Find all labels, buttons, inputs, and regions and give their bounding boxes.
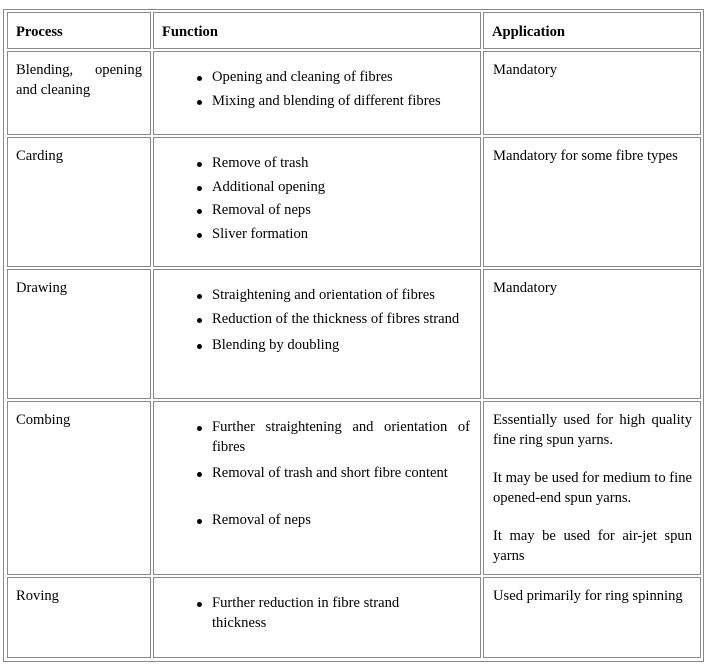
row-carding-process bbox=[7, 137, 151, 267]
application-text: It may be used for medium to fine opened-end spun yarns. bbox=[493, 470, 692, 506]
application-text: It may be used for air-jet spun yarns bbox=[493, 528, 692, 564]
header-process bbox=[7, 12, 151, 49]
function-item: Further reduction in fibre strand thickness bbox=[154, 594, 430, 633]
function-item: Additional opening bbox=[154, 178, 480, 198]
row-blending-process bbox=[7, 51, 151, 135]
process-name: Blending, opening and cleaning bbox=[16, 62, 142, 98]
row-combing-function bbox=[153, 401, 481, 575]
function-item: Straightening and orientation of fibres bbox=[154, 286, 480, 306]
row-carding-function bbox=[153, 137, 481, 267]
process-name: Roving bbox=[16, 588, 59, 604]
row-roving-application bbox=[483, 577, 701, 658]
row-combing-process bbox=[7, 401, 151, 575]
row-blending-application bbox=[483, 51, 701, 135]
row-carding-application bbox=[483, 137, 701, 267]
function-list bbox=[154, 418, 480, 530]
process-name: Combing bbox=[16, 412, 71, 428]
row-drawing-application bbox=[483, 269, 701, 399]
header-function bbox=[153, 12, 481, 49]
row-blending-function bbox=[153, 51, 481, 135]
function-list bbox=[154, 594, 480, 633]
function-item: Further straightening and orientation of fibres bbox=[154, 418, 470, 457]
row-roving-process bbox=[7, 577, 151, 658]
application-text: Mandatory for some fibre types bbox=[493, 148, 678, 164]
row-drawing-function bbox=[153, 269, 481, 399]
row-combing-application bbox=[483, 401, 701, 575]
function-item: Mixing and blending of different fibres bbox=[154, 92, 480, 112]
header-application-label: Application bbox=[492, 24, 565, 40]
application-text: Essentially used for high quality fine ring spun yarns. bbox=[493, 412, 692, 448]
process-table bbox=[3, 9, 704, 662]
row-roving-function bbox=[153, 577, 481, 658]
function-item: Blending by doubling bbox=[154, 336, 480, 356]
function-item: Reduction of the thickness of fibres strand bbox=[154, 310, 480, 330]
function-item: Removal of neps bbox=[154, 201, 480, 221]
function-list bbox=[154, 154, 480, 244]
header-function-label: Function bbox=[162, 24, 218, 40]
row-drawing-process bbox=[7, 269, 151, 399]
function-item: Sliver formation bbox=[154, 225, 480, 245]
function-item: Removal of neps bbox=[154, 511, 470, 531]
function-list bbox=[154, 286, 480, 356]
header-process-label: Process bbox=[16, 24, 63, 40]
function-item: Opening and cleaning of fibres bbox=[154, 68, 480, 88]
application-text: Mandatory bbox=[493, 280, 558, 296]
application-text: Mandatory bbox=[493, 62, 558, 78]
function-list bbox=[154, 68, 480, 111]
function-item: Removal of trash and short fibre content bbox=[154, 464, 470, 484]
function-item: Remove of trash bbox=[154, 154, 480, 174]
header-application bbox=[483, 12, 701, 49]
process-name: Drawing bbox=[16, 280, 68, 296]
process-name: Carding bbox=[16, 148, 64, 164]
application-text: Used primarily for ring spinning bbox=[493, 588, 683, 604]
